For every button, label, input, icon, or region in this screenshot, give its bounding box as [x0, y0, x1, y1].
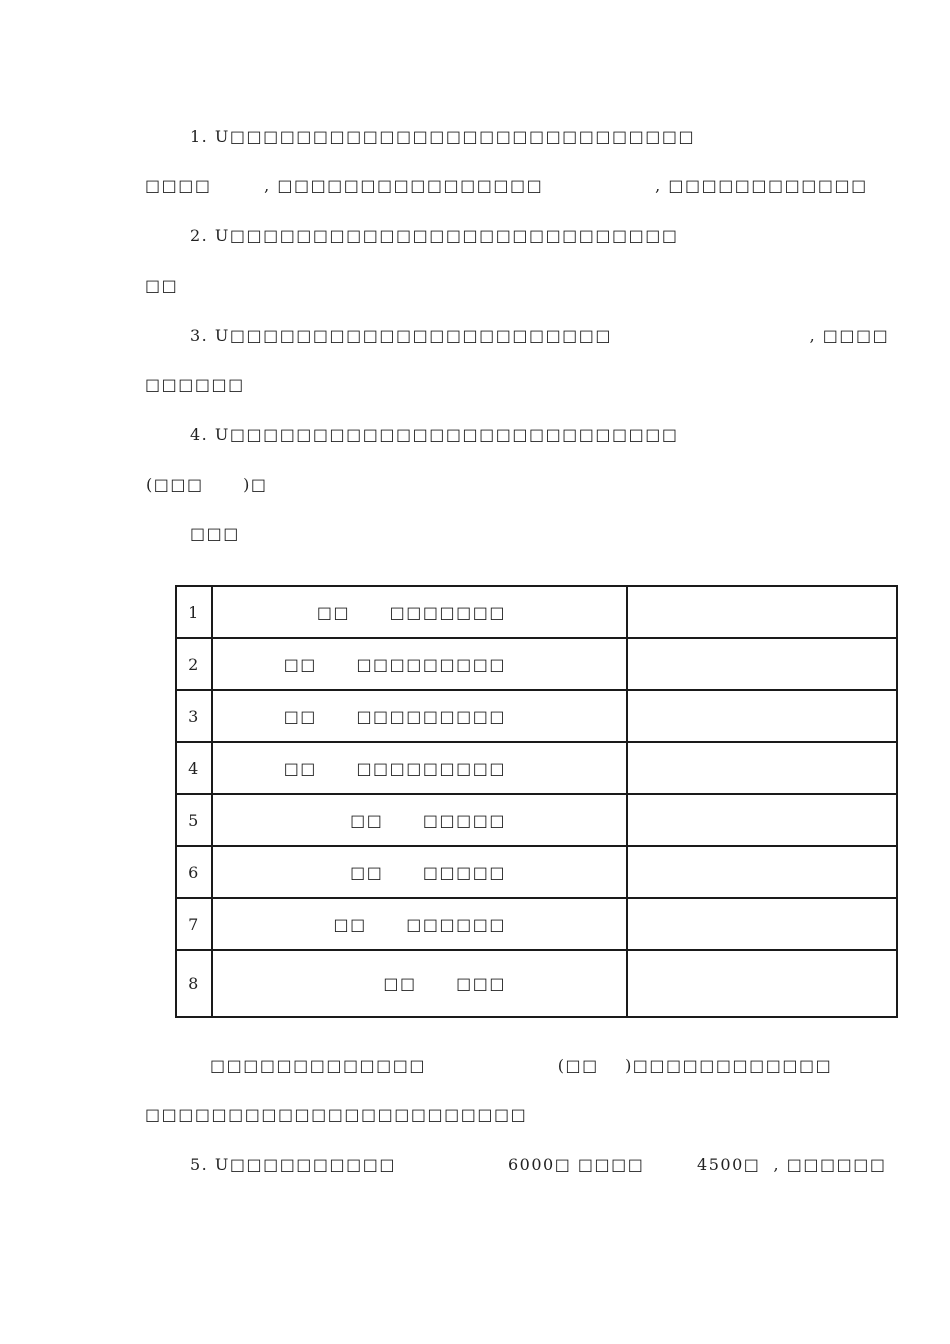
row-value	[627, 950, 897, 1017]
row-number: 5	[176, 794, 212, 846]
row-description: □□ □□□□□□□□□	[212, 690, 627, 742]
table-row	[176, 586, 897, 638]
row-value	[627, 898, 897, 950]
row-value	[627, 794, 897, 846]
after-table-line-1: □□□□□□□□□□□□□ (□□ )□□□□□□□□□□□□	[210, 1056, 833, 1075]
paragraph-4-line-1: 4. U□□□□□□□□□□□□□□□□□□□□□□□□□□□	[190, 425, 679, 444]
row-description: □□ □□□□□	[212, 794, 627, 846]
row-number: 4	[176, 742, 212, 794]
row-description: □□ □□□□□□	[212, 898, 627, 950]
data-table	[175, 585, 898, 1018]
row-number: 8	[176, 950, 212, 1017]
table-row	[176, 950, 897, 1017]
table-row	[176, 794, 897, 846]
row-value	[627, 846, 897, 898]
paragraph-3-line-2: □□□□□□	[145, 375, 245, 394]
row-description: □□ □□□□□	[212, 846, 627, 898]
row-value	[627, 690, 897, 742]
row-number: 2	[176, 638, 212, 690]
row-value	[627, 638, 897, 690]
paragraph-4-line-2: (□□□ )□	[146, 475, 268, 494]
row-number: 1	[176, 586, 212, 638]
paragraph-1-line-1: 1. U□□□□□□□□□□□□□□□□□□□□□□□□□□□□	[190, 127, 696, 146]
table-row	[176, 742, 897, 794]
row-description: □□ □□□□□□□□□	[212, 742, 627, 794]
row-number: 6	[176, 846, 212, 898]
row-value	[627, 586, 897, 638]
row-description: □□ □□□□□□□	[212, 586, 627, 638]
row-value	[627, 742, 897, 794]
paragraph-5-line-1: 5. U□□□□□□□□□□ 6000□ □□□□ 4500□ , □□□□□□	[190, 1155, 887, 1174]
row-description: □□ □□□□□□□□□	[212, 638, 627, 690]
paragraph-2-line-1: 2. U□□□□□□□□□□□□□□□□□□□□□□□□□□□	[190, 226, 679, 245]
row-number: 7	[176, 898, 212, 950]
paragraph-2-line-2: □□	[145, 276, 179, 295]
table-row	[176, 846, 897, 898]
paragraph-1-line-2: □□□□ , □□□□□□□□□□□□□□□□ , □□□□□□□□□□□□	[145, 176, 868, 195]
table-row	[176, 898, 897, 950]
row-description: □□ □□□	[212, 950, 627, 1017]
row-number: 3	[176, 690, 212, 742]
paragraph-3-line-1: 3. U□□□□□□□□□□□□□□□□□□□□□□□ , □□□□	[190, 326, 890, 345]
table-caption: □□□	[190, 524, 240, 543]
table-row	[176, 638, 897, 690]
after-table-line-2: □□□□□□□□□□□□□□□□□□□□□□□	[145, 1105, 528, 1124]
table-row	[176, 690, 897, 742]
